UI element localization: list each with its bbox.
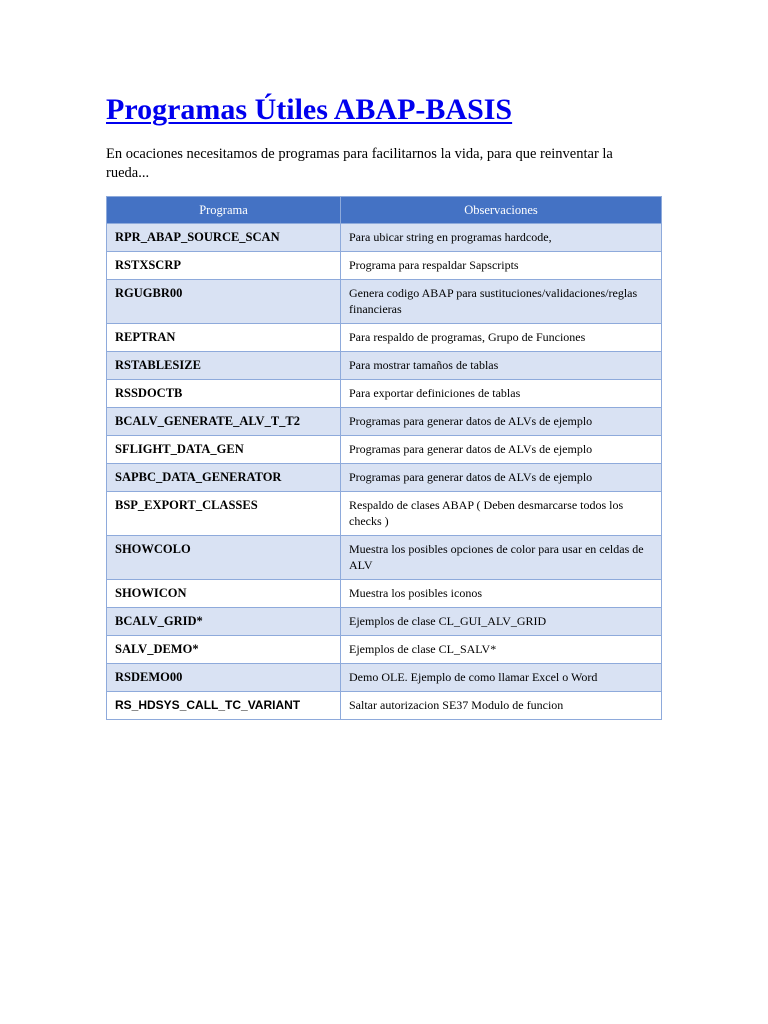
program-cell: RPR_ABAP_SOURCE_SCAN <box>107 224 341 252</box>
notes-cell: Programa para respaldar Sapscripts <box>341 252 662 280</box>
program-cell: SFLIGHT_DATA_GEN <box>107 436 341 464</box>
table-row <box>107 280 662 324</box>
table-row <box>107 636 662 664</box>
table-row <box>107 252 662 280</box>
notes-cell: Para exportar definiciones de tablas <box>341 380 662 408</box>
table-row <box>107 224 662 252</box>
program-cell: RSTABLESIZE <box>107 352 341 380</box>
table-row <box>107 436 662 464</box>
table-row <box>107 464 662 492</box>
notes-cell: Saltar autorizacion SE37 Modulo de funcion <box>341 692 662 720</box>
table-row <box>107 408 662 436</box>
table-row <box>107 692 662 720</box>
programs-table <box>106 196 662 720</box>
program-cell: SAPBC_DATA_GENERATOR <box>107 464 341 492</box>
notes-cell: Programas para generar datos de ALVs de ejemplo <box>341 408 662 436</box>
table-row <box>107 324 662 352</box>
notes-cell: Muestra los posibles iconos <box>341 580 662 608</box>
notes-cell: Respaldo de clases ABAP ( Deben desmarcarse todos los checks ) <box>341 492 662 536</box>
table-row <box>107 664 662 692</box>
table-row <box>107 380 662 408</box>
notes-cell: Ejemplos de clase CL_SALV* <box>341 636 662 664</box>
table-row <box>107 536 662 580</box>
program-cell: RS_HDSYS_CALL_TC_VARIANT <box>107 692 341 720</box>
notes-cell: Demo OLE. Ejemplo de como llamar Excel o Word <box>341 664 662 692</box>
notes-cell: Genera codigo ABAP para sustituciones/validaciones/reglas financieras <box>341 280 662 324</box>
notes-cell: Para ubicar string en programas hardcode, <box>341 224 662 252</box>
program-cell: SALV_DEMO* <box>107 636 341 664</box>
table-header-row <box>107 197 662 224</box>
notes-cell: Ejemplos de clase CL_GUI_ALV_GRID <box>341 608 662 636</box>
header-observaciones: Observaciones <box>341 197 662 224</box>
notes-cell: Programas para generar datos de ALVs de ejemplo <box>341 436 662 464</box>
program-cell: SHOWCOLO <box>107 536 341 580</box>
table-row <box>107 492 662 536</box>
program-cell: REPTRAN <box>107 324 341 352</box>
table-row <box>107 580 662 608</box>
program-cell: BCALV_GENERATE_ALV_T_T2 <box>107 408 341 436</box>
intro-paragraph: En ocaciones necesitamos de programas para facilitarnos la vida, para que reinventar la rueda... <box>106 146 613 181</box>
notes-cell: Para respaldo de programas, Grupo de Funciones <box>341 324 662 352</box>
notes-cell: Programas para generar datos de ALVs de ejemplo <box>341 464 662 492</box>
program-cell: RSTXSCRP <box>107 252 341 280</box>
program-cell: BSP_EXPORT_CLASSES <box>107 492 341 536</box>
header-programa: Programa <box>107 197 341 224</box>
table-row <box>107 352 662 380</box>
notes-cell: Para mostrar tamaños de tablas <box>341 352 662 380</box>
table-row <box>107 608 662 636</box>
page-title[interactable]: Programas Útiles ABAP-BASIS <box>106 93 513 126</box>
program-cell: BCALV_GRID* <box>107 608 341 636</box>
program-cell: RSDEMO00 <box>107 664 341 692</box>
program-cell: RGUGBR00 <box>107 280 341 324</box>
notes-cell: Muestra los posibles opciones de color para usar en celdas de ALV <box>341 536 662 580</box>
program-cell: SHOWICON <box>107 580 341 608</box>
program-cell: RSSDOCTB <box>107 380 341 408</box>
